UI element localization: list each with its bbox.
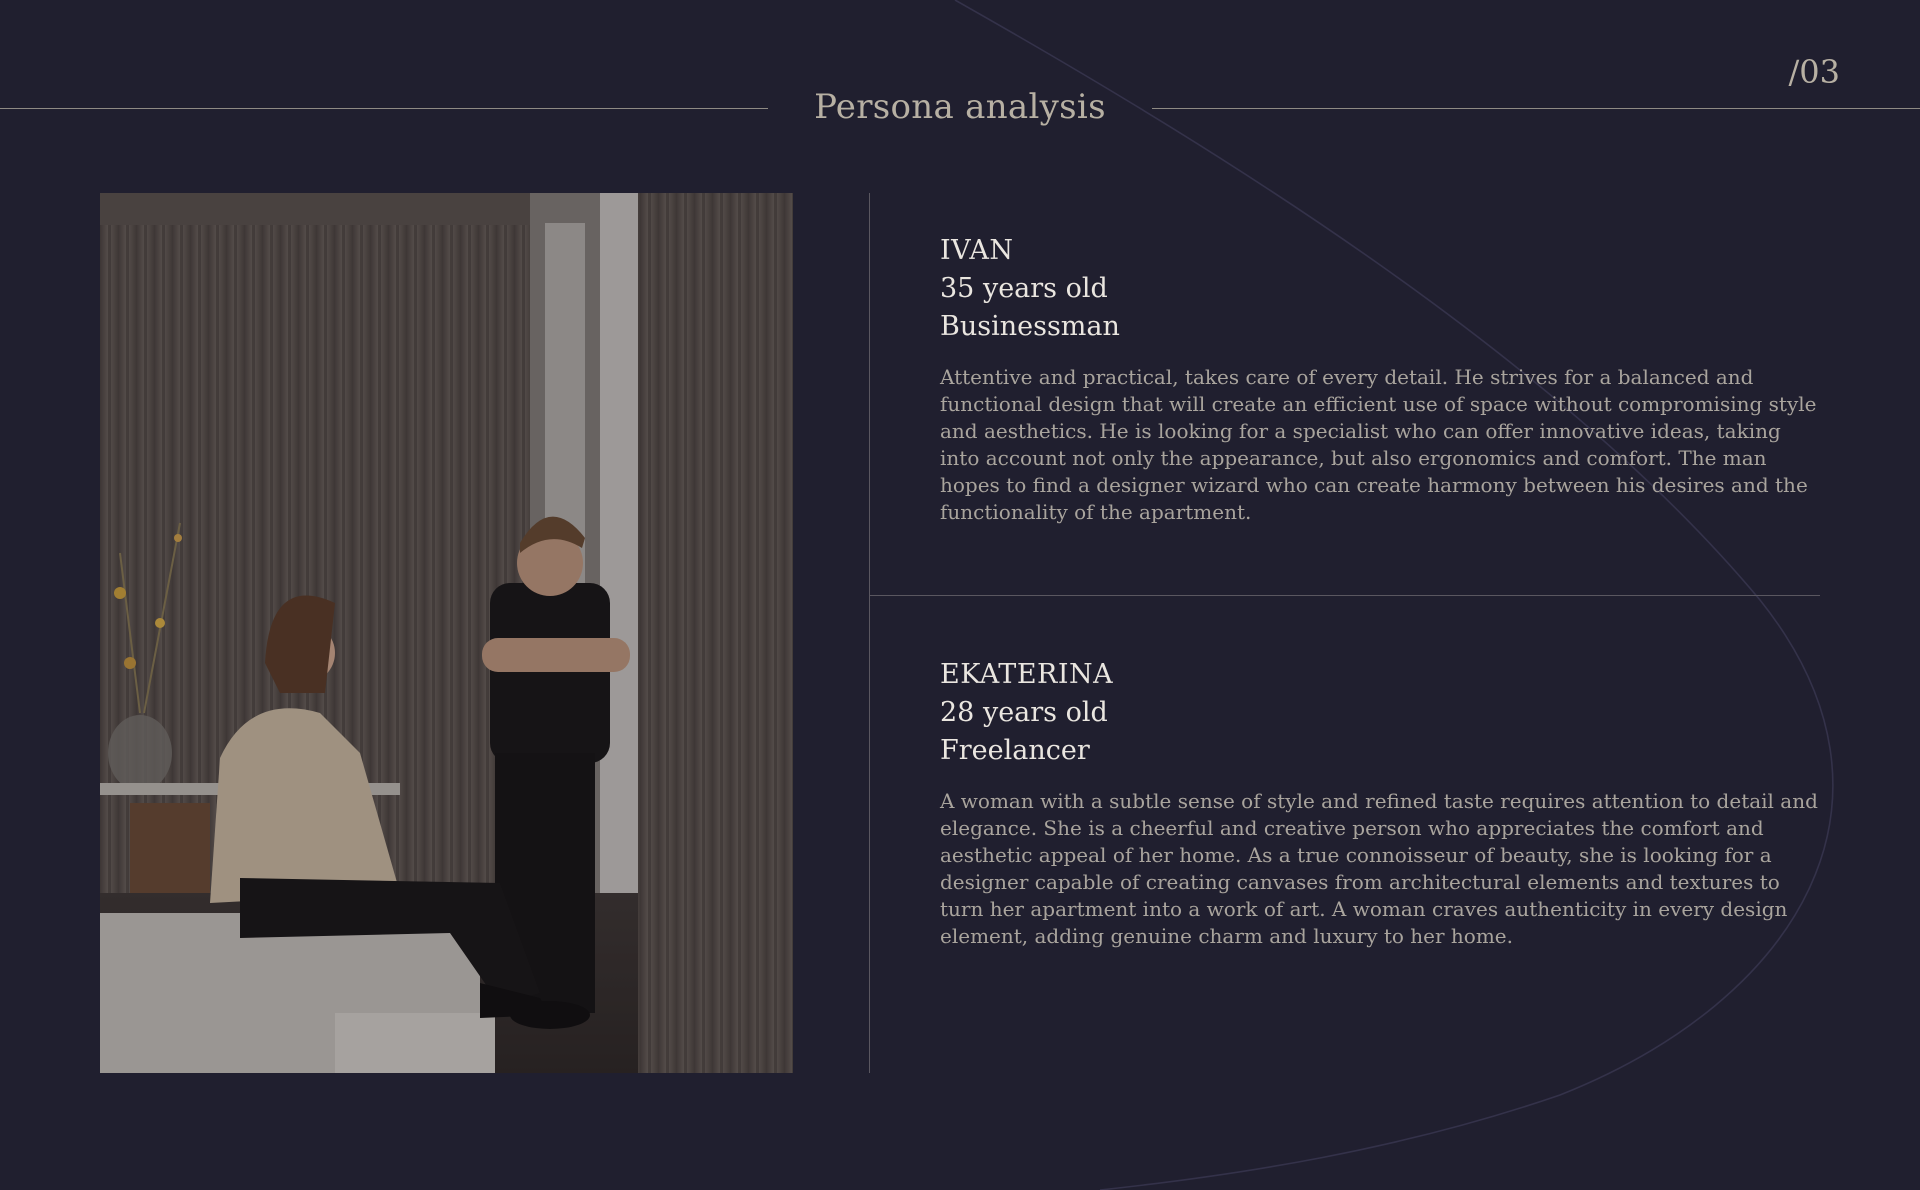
persona-age: 28 years old bbox=[940, 697, 1108, 728]
header-rule-right bbox=[1152, 108, 1920, 109]
persona-occupation: Businessman bbox=[940, 311, 1120, 342]
persona-description: Attentive and practical, takes care of every detail. He strives for a balanced and functional design that will create an efficient use of space without compromising style and aesthetics. He is looking for a specialist who can offer innovative ideas, taking into account not only the appearance, but also ergonomics and comfort. The man hopes to find a designer wizard who can create harmony between his desires and the functionality of the apartment. bbox=[940, 365, 1817, 524]
persona-name: EKATERINA bbox=[940, 659, 1114, 690]
persona-description: A woman with a subtle sense of style and refined taste requires attention to detail and elegance. She is a cheerful and creative person who appreciates the comfort and aesthetic appeal of her home. As a true connoisseur of beauty, she is looking for a designer capable of creating canvases from architectural elements and textures to turn her apartment into a work of art. A woman craves authenticity in every design element, adding genuine charm and luxury to her home. bbox=[940, 789, 1818, 948]
persona-card-ivan bbox=[940, 232, 1825, 526]
page-number: /03 bbox=[1788, 53, 1840, 91]
persona-age: 35 years old bbox=[940, 273, 1108, 304]
horizontal-divider bbox=[869, 595, 1820, 596]
persona-name: IVAN bbox=[940, 235, 1014, 266]
persona-photo bbox=[100, 193, 793, 1073]
persona-card-ekaterina bbox=[940, 656, 1825, 950]
persona-occupation: Freelancer bbox=[940, 735, 1090, 766]
page-title: Persona analysis bbox=[814, 87, 1106, 127]
header-rule-left bbox=[0, 108, 768, 109]
vertical-divider bbox=[869, 193, 870, 1073]
